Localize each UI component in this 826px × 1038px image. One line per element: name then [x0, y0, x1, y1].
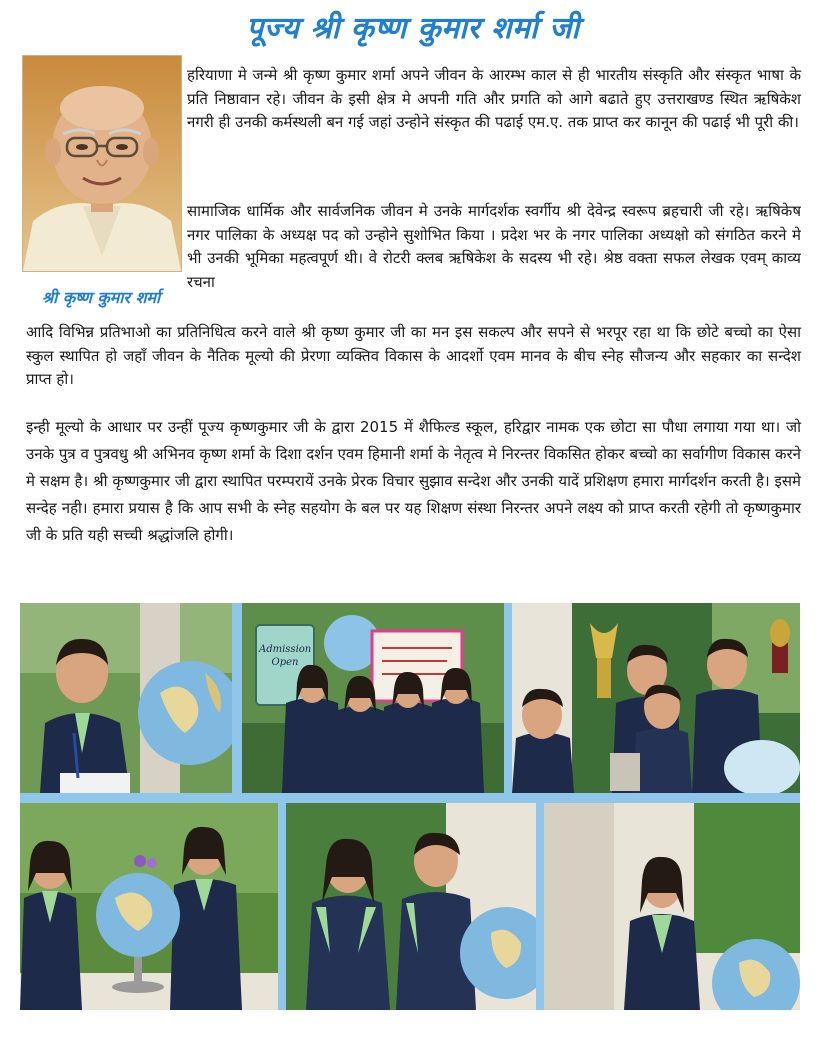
paragraph-3: इन्ही मूल्यो के आधार पर उन्हीं पूज्य कृष्णकुमार जी के द्वारा 2015 में शैफिल्ड स्कूल, हरिद्वार नामक एक छोटा सा पौधा लगाया गया था। जो उनके पुत्र व पुत्रवधु श्री अभिनव कृष्ण शर्मा के दिशा दर्शन एवम हिमानी शर्मा के नेतृत्व मे निरन्तर विकसित होकर बच्चो का सर्वागीण विकास करने मे सक्षम है। श्री कृष्णकुमार जी द्वारा स्थापित परम्परायें उनके प्रेरक विचार सुझाव सन्देश और उनकी यादें प्रशिक्षण हमारा मार्गदर्शन करती है। इसमे सन्देह नही। हमारा प्रयास है कि आप सभी के स्नेह सहयोग के बल पर यह शिक्षण संस्था निरन्तर अपने लक्ष्य को प्राप्त करती रहेगी तो कृष्णकुमार जी के प्रति यही सच्ची श्रद्धांजलि होगी। [26, 418, 801, 544]
student-photo-collage [20, 603, 800, 1010]
portrait-caption: श्री कृष्ण कुमार शर्मा [41, 288, 161, 307]
photo-girl-with-globe [544, 803, 800, 1010]
paragraph-1: हरियाणा मे जन्मे श्री कृष्ण कुमार शर्मा अपने जीवन के आरम्भ काल से ही भारतीय संस्कृति और संस्कृत भाषा के प्रति निष्ठावान रहे। जीवन के इसी क्षेत्र मे अपनी गति और प्रगति को आगे बढाते हुए उत्तराखण्ड स्थित ऋषिकेश नगरी ही उनकी कर्मस्थली बन गई जहां उन्होने संस्कृत की पढाई एम.ए. तक प्राप्त कर कानून की पढाई भी पूरी की। [187, 66, 801, 131]
admission-open-sign: Admission Open [259, 644, 312, 668]
photo-boy-with-globe [20, 603, 232, 793]
paragraph-2-part-1: सामाजिक धार्मिक और सार्वजनिक जीवन मे उनके मार्गदर्शक स्वर्गीय श्री देवेन्द्र स्वरूप ब्रहचारी जी रहे। ऋषिकेष नगर पालिका के अध्यक्ष पद को उन्होने सुशोभित किया । प्रदेश भर के नगर पालिका अध्यक्षो को संगठित करने मे भी उनकी भूमिका महत्वपूर्ण थी। वे रोटरी क्लब ऋषिकेश के सदस्य भी रहे। श्रेष्ठ वक्ता सफल लेखक एवम् काव्य रचना [187, 202, 801, 291]
photo-boys-with-trophies [512, 603, 800, 793]
photo-children-with-globe [20, 803, 278, 1010]
page-title: पूज्य श्री कृष्ण कुमार शर्मा जी [246, 11, 580, 46]
photo-girls-admission-board [242, 603, 504, 793]
photo-girl-and-boy [286, 803, 536, 1010]
portrait-photo [22, 55, 182, 272]
paragraph-2-part-2: आदि विभिन्न प्रतिभाओ का प्रतिनिधित्व करने वाले श्री कृष्ण कुमार जी का मन इस सकल्प और सपने से भरपूर रहा था कि छोटे बच्चो का ऐसा स्कुल स्थापित हो जहाँ जीवन के नैतिक मूल्यो की प्रेरणा व्यक्तिव विकास के आदर्शो एवम मानव के बीच स्नेह सौजन्य और सहकार का सन्देश प्राप्त हो। [26, 323, 801, 388]
